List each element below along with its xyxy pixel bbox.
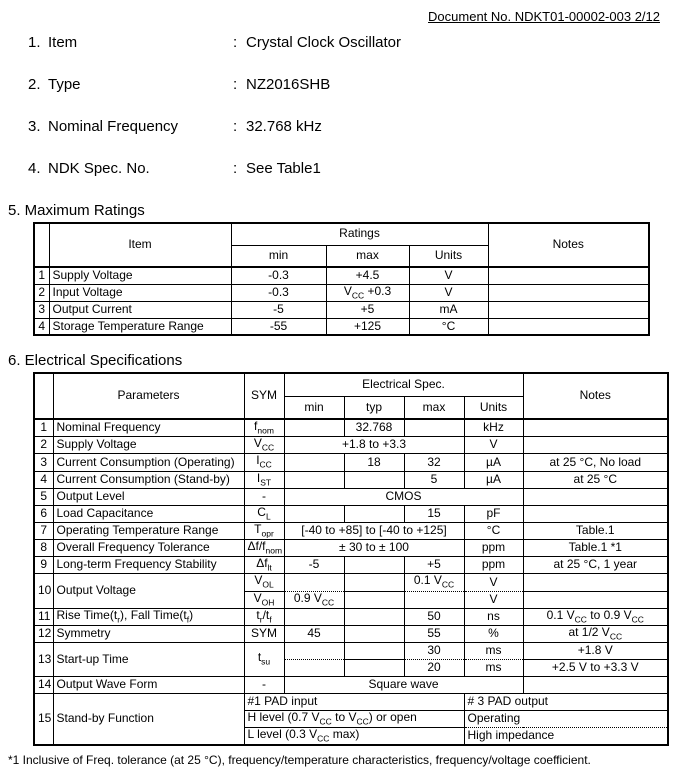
- cell-index: 8: [34, 540, 53, 557]
- cell-units: ns: [464, 608, 523, 625]
- cell-max: 30: [404, 643, 464, 660]
- cell-item: Input Voltage: [49, 284, 231, 301]
- cell-index: 2: [34, 437, 53, 454]
- table-row: [34, 694, 668, 711]
- cell-notes: +1.8 V: [523, 643, 668, 660]
- cell-index: 9: [34, 557, 53, 574]
- cell-index: 1: [34, 419, 53, 437]
- cell-index: 15: [34, 694, 53, 746]
- table-row: [34, 419, 668, 437]
- cell-index: 5: [34, 488, 53, 505]
- cell-max: +5: [404, 557, 464, 574]
- cell-parameter: Operating Temperature Range: [53, 522, 244, 539]
- cell-sym: $t_r/t_f$: [244, 608, 284, 625]
- cell-units: mA: [409, 301, 488, 318]
- cell-standby-input: #1 PAD input: [244, 694, 464, 711]
- cell-standby-output: # 3 PAD output: [464, 694, 668, 711]
- header-typ: typ: [344, 396, 404, 419]
- info-item-item: [28, 34, 679, 52]
- cell-min: [284, 574, 344, 591]
- cell-parameter: Current Consumption (Stand-by): [53, 471, 244, 488]
- cell-parameter: Start-up Time: [53, 643, 244, 677]
- cell-min: -5: [231, 301, 326, 318]
- cell-parameter: Load Capacitance: [53, 505, 244, 522]
- cell-typ: [344, 505, 404, 522]
- table-row: [34, 488, 668, 505]
- cell-min: -55: [231, 318, 326, 335]
- cell-typ: 32.768: [344, 419, 404, 437]
- document-number: [0, 0, 679, 24]
- cell-parameter: Current Consumption (Operating): [53, 454, 244, 471]
- cell-parameter: Rise $Time(t_r)$, Fall $Time(t_f)$: [53, 608, 244, 625]
- table-row: [34, 643, 668, 660]
- header-max: max: [404, 396, 464, 419]
- cell-notes: Table.1: [523, 522, 668, 539]
- cell-sym: -: [244, 488, 284, 505]
- cell-range: ± 30 to ± 100: [284, 540, 464, 557]
- info-item-label: Nominal Frequency: [48, 118, 179, 135]
- table-row: [34, 437, 668, 454]
- info-item-value: Crystal Clock Oscillator: [246, 34, 402, 51]
- cell-index: 3: [34, 454, 53, 471]
- table-header-row: [34, 223, 649, 245]
- cell-parameter: Overall Frequency Tolerance: [53, 540, 244, 557]
- table-row: [34, 522, 668, 539]
- table-row: [34, 625, 668, 642]
- info-item-nominal-frequency: [28, 118, 679, 136]
- cell-max: +4.5: [326, 267, 409, 284]
- header-min: min: [284, 396, 344, 419]
- cell-parameter: Long-term Frequency Stability: [53, 557, 244, 574]
- cell-max: 15: [404, 505, 464, 522]
- cell-index: 11: [34, 608, 53, 625]
- cell-parameter: Output Level: [53, 488, 244, 505]
- cell-index: 10: [34, 574, 53, 608]
- cell-sym: -: [244, 677, 284, 694]
- cell-units: pF: [464, 505, 523, 522]
- header-index: [34, 373, 53, 419]
- header-item: Item: [49, 223, 231, 267]
- table-row: [34, 608, 668, 625]
- cell-notes: [523, 419, 668, 437]
- header-max: max: [326, 245, 409, 267]
- cell-min: 0.9 $V_{CC}$: [284, 591, 344, 608]
- table-row: [34, 267, 649, 284]
- cell-notes: [523, 488, 668, 505]
- cell-index: 3: [34, 301, 49, 318]
- cell-typ: [344, 471, 404, 488]
- cell-max: 50: [404, 608, 464, 625]
- cell-min: [284, 471, 344, 488]
- cell-typ: [344, 643, 404, 660]
- header-units: Units: [409, 245, 488, 267]
- cell-sym: $t_{su}$: [244, 643, 284, 677]
- header-sym: SYM: [244, 373, 284, 419]
- cell-sym: $V_{CC}$: [244, 437, 284, 454]
- header-units: Units: [464, 396, 523, 419]
- cell-units: V: [464, 437, 523, 454]
- info-item-colon: :: [233, 76, 238, 93]
- cell-units: %: [464, 625, 523, 642]
- cell-range: +1.8 to +3.3: [284, 437, 464, 454]
- info-item-number: 2.: [28, 76, 41, 93]
- document-number-text: Document No. NDKT01-00002-003 2/12: [428, 9, 660, 24]
- electrical-specifications-table: [33, 372, 669, 746]
- cell-notes: +2.5 V to +3.3 V: [523, 660, 668, 677]
- cell-value: Square wave: [284, 677, 523, 694]
- info-item-label: Type: [48, 76, 81, 93]
- cell-sym: $\Delta f/f_{nom}$: [244, 540, 284, 557]
- cell-max: 0.1 $V_{CC}$: [404, 574, 464, 591]
- cell-parameter: Supply Voltage: [53, 437, 244, 454]
- info-item-value: NZ2016SHB: [246, 76, 331, 93]
- cell-typ: [344, 625, 404, 642]
- cell-notes: at 25 °C, 1 year: [523, 557, 668, 574]
- header-index: [34, 223, 49, 267]
- header-ratings: Ratings: [231, 223, 488, 245]
- cell-units: ms: [464, 660, 523, 677]
- maximum-ratings-table: [33, 222, 650, 336]
- cell-typ: [344, 574, 404, 591]
- cell-sym: $I_{CC}$: [244, 454, 284, 471]
- header-electrical-spec: Electrical Spec.: [284, 373, 523, 396]
- cell-units: °C: [464, 522, 523, 539]
- table-row: [34, 677, 668, 694]
- cell-units: V: [409, 284, 488, 301]
- cell-parameter: Output Voltage: [53, 574, 244, 608]
- cell-parameter: Nominal Frequency: [53, 419, 244, 437]
- cell-units: ppm: [464, 540, 523, 557]
- info-item-colon: :: [233, 118, 238, 135]
- cell-units: ms: [464, 643, 523, 660]
- table-header-row: [34, 373, 668, 396]
- cell-typ: 18: [344, 454, 404, 471]
- cell-index: 14: [34, 677, 53, 694]
- cell-parameter: Symmetry: [53, 625, 244, 642]
- cell-notes: [523, 437, 668, 454]
- cell-value: CMOS: [284, 488, 523, 505]
- cell-units: µA: [464, 454, 523, 471]
- cell-sym: $\Delta f_{lt}$: [244, 557, 284, 574]
- cell-index: 13: [34, 643, 53, 677]
- table-row: [34, 454, 668, 471]
- cell-units: kHz: [464, 419, 523, 437]
- cell-min: -0.3: [231, 284, 326, 301]
- cell-notes: [488, 267, 649, 284]
- cell-typ: [344, 591, 404, 608]
- table-row: [34, 301, 649, 318]
- cell-sym: SYM: [244, 625, 284, 642]
- cell-max: +125: [326, 318, 409, 335]
- cell-notes: at 1/2 $V_{CC}$: [523, 625, 668, 642]
- info-item-type: [28, 76, 679, 94]
- cell-standby-input: H level (0.7 $V_{CC}$ to $V_{CC}$) or open: [244, 711, 464, 728]
- header-parameters: Parameters: [53, 373, 244, 419]
- cell-typ: [344, 608, 404, 625]
- cell-sym: $C_L$: [244, 505, 284, 522]
- info-item-label: Item: [48, 34, 78, 51]
- cell-index: 4: [34, 318, 49, 335]
- cell-notes: at 25 °C: [523, 471, 668, 488]
- cell-units: ppm: [464, 557, 523, 574]
- cell-notes: [523, 677, 668, 694]
- cell-notes: [488, 318, 649, 335]
- cell-units: V: [464, 574, 523, 591]
- cell-item: Supply Voltage: [49, 267, 231, 284]
- cell-max: [404, 419, 464, 437]
- cell-max: 20: [404, 660, 464, 677]
- table-row: [34, 540, 668, 557]
- cell-min: [284, 608, 344, 625]
- cell-item: Storage Temperature Range: [49, 318, 231, 335]
- footnote: *1 Inclusive of Freq. tolerance (at 25 °C), frequency/temperature characteristics, frequency/voltage coefficient.: [8, 753, 591, 768]
- info-item-number: 1.: [28, 34, 41, 51]
- header-notes: Notes: [523, 373, 668, 419]
- cell-min: [284, 505, 344, 522]
- cell-units: °C: [409, 318, 488, 335]
- cell-index: 7: [34, 522, 53, 539]
- cell-notes: [523, 574, 668, 591]
- header-min: min: [231, 245, 326, 267]
- section-title-maximum-ratings: 5. Maximum Ratings: [8, 202, 145, 219]
- info-item-colon: :: [233, 160, 238, 177]
- cell-min: -5: [284, 557, 344, 574]
- info-item-value: See Table1: [246, 160, 321, 177]
- table-row: [34, 318, 649, 335]
- cell-sym: $T_{opr}$: [244, 522, 284, 539]
- cell-index: 12: [34, 625, 53, 642]
- cell-parameter: Output Wave Form: [53, 677, 244, 694]
- cell-notes: [523, 505, 668, 522]
- info-item-ndk-spec-no: [28, 160, 679, 178]
- cell-sym: $V_{OH}$: [244, 591, 284, 608]
- cell-units: V: [464, 591, 523, 608]
- cell-max: $V_{CC} +0.3$: [326, 284, 409, 301]
- cell-range: [-40 to +85] to [-40 to +125]: [284, 522, 464, 539]
- cell-index: 1: [34, 267, 49, 284]
- cell-units: µA: [464, 471, 523, 488]
- table-row: [34, 284, 649, 301]
- cell-notes: Table.1 *1: [523, 540, 668, 557]
- cell-min: [284, 419, 344, 437]
- cell-typ: [344, 557, 404, 574]
- info-item-number: 4.: [28, 160, 41, 177]
- cell-max: [404, 591, 464, 608]
- cell-parameter: Stand-by Function: [53, 694, 244, 746]
- cell-index: 4: [34, 471, 53, 488]
- cell-sym: $I_{ST}$: [244, 471, 284, 488]
- cell-notes: at 25 °C, No load: [523, 454, 668, 471]
- cell-max: 32: [404, 454, 464, 471]
- cell-sym: $V_{OL}$: [244, 574, 284, 591]
- cell-units: V: [409, 267, 488, 284]
- table-row: [34, 505, 668, 522]
- info-item-label: NDK Spec. No.: [48, 160, 150, 177]
- cell-sym: $f_{nom}$: [244, 419, 284, 437]
- header-notes: Notes: [488, 223, 649, 267]
- cell-notes: 0.1 $V_{CC}$ to 0.9 $V_{CC}$: [523, 608, 668, 625]
- table-row: [34, 557, 668, 574]
- cell-max: +5: [326, 301, 409, 318]
- cell-min: [284, 643, 344, 660]
- cell-min: [284, 454, 344, 471]
- cell-item: Output Current: [49, 301, 231, 318]
- cell-min: [284, 660, 344, 677]
- cell-notes: [523, 591, 668, 608]
- cell-notes: [488, 301, 649, 318]
- table-row: [34, 471, 668, 488]
- cell-min: 45: [284, 625, 344, 642]
- cell-typ: [344, 660, 404, 677]
- cell-standby-output: High impedance: [464, 728, 668, 746]
- section-title-electrical-specifications: 6. Electrical Specifications: [8, 352, 183, 370]
- cell-max: 5: [404, 471, 464, 488]
- info-item-value: 32.768 kHz: [246, 118, 322, 135]
- cell-notes: [488, 284, 649, 301]
- cell-standby-output: Operating: [464, 711, 668, 728]
- cell-index: 6: [34, 505, 53, 522]
- cell-max: 55: [404, 625, 464, 642]
- cell-index: 2: [34, 284, 49, 301]
- info-item-colon: :: [233, 34, 238, 51]
- cell-min: -0.3: [231, 267, 326, 284]
- info-section: [28, 34, 679, 178]
- info-item-number: 3.: [28, 118, 41, 135]
- cell-standby-input: L level (0.3 $V_{CC}$ max): [244, 728, 464, 746]
- table-row: [34, 574, 668, 591]
